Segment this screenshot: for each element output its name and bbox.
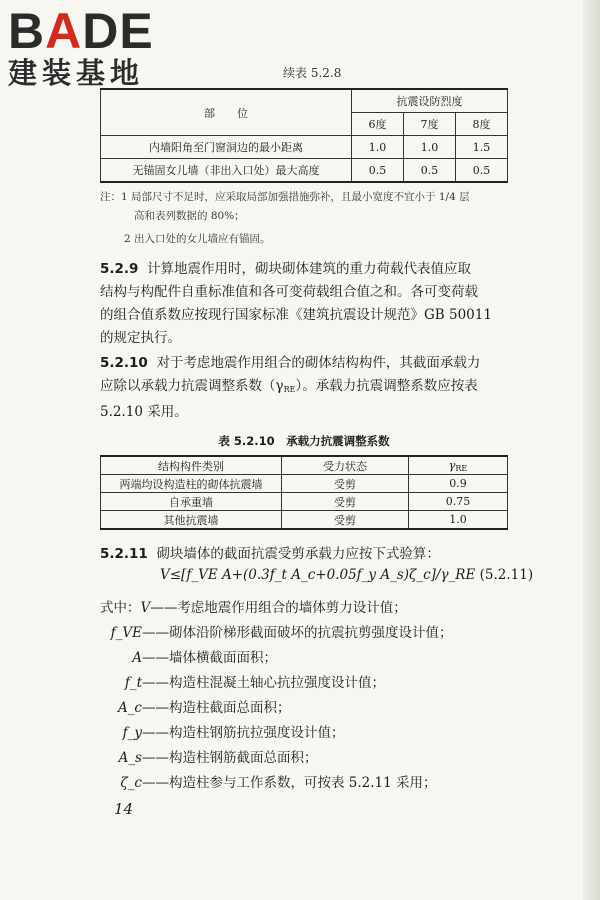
table-row — [101, 493, 508, 511]
table2-cell: 受剪 — [282, 511, 409, 530]
clause-5-2-9 — [100, 258, 525, 350]
var-symbol: f_y — [122, 725, 142, 741]
clause-text: 计算地震作用时，砌块砌体建筑的重力荷载代表值应取 — [147, 261, 472, 277]
table1-header-intensity: 抗震设防烈度 — [352, 89, 508, 113]
table2-cell: 受剪 — [282, 475, 409, 493]
list-item — [100, 773, 437, 793]
var-desc: ——考虑地震作用组合的墙体剪力设计值； — [150, 600, 407, 616]
table2-cell: 受剪 — [282, 493, 409, 511]
table2-cell: 0.9 — [409, 475, 508, 493]
var-desc: ——构造柱混凝土轴心抗拉强度设计值； — [142, 675, 385, 691]
table-5-2-10 — [100, 455, 508, 530]
table-row — [101, 511, 508, 530]
clause-5-2-10 — [100, 352, 525, 424]
table1-note-1: 注：1 局部尺寸不足时，应采取局部加强措施弥补，且最小宽度不宜小于 1/4 层 — [100, 191, 470, 203]
var-symbol: A_s — [118, 750, 142, 766]
list-item — [100, 748, 318, 768]
var-desc: ——构造柱钢筋抗拉强度设计值； — [142, 725, 345, 741]
table-row — [101, 136, 508, 159]
table1-cell: 1.0 — [352, 136, 404, 159]
table1-note-1-cont: 高和表列数据的 80%； — [134, 210, 245, 222]
where-label-row — [100, 598, 407, 618]
gamma-symbol: γ — [448, 458, 456, 472]
formula-number: (5.2.11) — [479, 567, 534, 583]
table-5-2-8-continued — [100, 88, 508, 183]
table1-degree: 6度 — [352, 113, 404, 136]
list-item — [100, 698, 291, 718]
table1-note-2: 2 出入口处的女儿墙应有锚固。 — [124, 233, 271, 245]
clause-number: 5.2.9 — [100, 261, 139, 277]
var-desc: ——构造柱钢筋截面总面积； — [142, 750, 318, 766]
page-number: 14 — [114, 800, 134, 818]
clause-text: ）。承载力抗震调整系数应按表 — [295, 378, 478, 394]
var-desc: ——砌体沿阶梯形截面破坏的抗震抗剪强度设计值； — [142, 625, 453, 641]
clause-number: 5.2.11 — [100, 546, 148, 562]
formula-5-2-11 — [160, 567, 533, 583]
table1-cell: 1.5 — [455, 136, 507, 159]
table1-cell: 0.5 — [455, 159, 507, 183]
table2-cell: 其他抗震墙 — [101, 511, 282, 530]
where-label: 式中： — [100, 600, 141, 616]
bade-logo — [8, 3, 178, 90]
table2-caption: 表 5.2.10 承载力抗震调整系数 — [218, 434, 390, 448]
clause-5-2-11 — [100, 543, 525, 566]
clause-text: 的规定执行。 — [100, 330, 181, 346]
formula-body: V≤[f_VE A+(0.3f_t A_c+0.05f_y A_s)ζ_c]/γ_RE — [160, 567, 476, 583]
table1-cell: 0.5 — [403, 159, 455, 183]
table2-header-type: 结构构件类别 — [101, 456, 282, 475]
table1-cell: 0.5 — [352, 159, 404, 183]
clause-text: 5.2.10 采用。 — [100, 404, 188, 420]
list-item — [100, 648, 277, 668]
logo-brand: BADE — [8, 3, 154, 59]
var-desc: ——构造柱截面总面积； — [142, 700, 291, 716]
table2-cell: 两端均设构造柱的砌体抗震墙 — [101, 475, 282, 493]
table2-cell: 1.0 — [409, 511, 508, 530]
table-row — [101, 475, 508, 493]
gamma-subscript: RE — [455, 463, 468, 473]
var-symbol: ζ_c — [120, 775, 142, 791]
logo-subtitle: 建装基地 — [8, 56, 145, 90]
var-symbol: f_VE — [110, 625, 142, 641]
clause-number: 5.2.10 — [100, 355, 148, 371]
table-row — [101, 159, 508, 183]
gamma-subscript: RE — [283, 385, 296, 394]
table1-caption: 续表 5.2.8 — [283, 66, 342, 80]
table2-header-gamma — [409, 456, 508, 475]
table1-header-part: 部 位 — [101, 89, 352, 136]
table2-cell: 0.75 — [409, 493, 508, 511]
page-binding-edge — [583, 0, 600, 900]
table1-degree: 7度 — [403, 113, 455, 136]
table1-row-label: 无锚固女儿墙（非出入口处）最大高度 — [101, 159, 352, 183]
table1-row-label: 内墙阳角至门窗洞边的最小距离 — [101, 136, 352, 159]
list-item — [100, 723, 345, 743]
var-desc: ——墙体横截面面积； — [142, 650, 277, 666]
table1-cell: 1.0 — [403, 136, 455, 159]
var-symbol: A — [132, 650, 142, 666]
var-symbol: f_t — [124, 675, 142, 691]
table2-cell: 自承重墙 — [101, 493, 282, 511]
list-item — [100, 623, 453, 643]
clause-text: 应除以承载力抗震调整系数（γ — [100, 378, 284, 394]
list-item — [100, 673, 385, 693]
var-desc: ——构造柱参与工作系数，可按表 5.2.11 采用； — [142, 775, 437, 791]
table2-header-state: 受力状态 — [282, 456, 409, 475]
clause-text: 砌块墙体的截面抗震受剪承载力应按下式验算： — [156, 546, 440, 562]
clause-text: 结构与构配件自重标准值和各可变荷载组合值之和。各可变荷载 — [100, 284, 478, 300]
table1-degree: 8度 — [455, 113, 507, 136]
var-symbol: V — [140, 600, 151, 616]
clause-text: 的组合值系数应按现行国家标准《建筑抗震设计规范》GB 50011 — [100, 307, 492, 323]
var-symbol: A_c — [117, 700, 142, 716]
clause-text: 对于考虑地震作用组合的砌体结构构件，其截面承载力 — [156, 355, 481, 371]
